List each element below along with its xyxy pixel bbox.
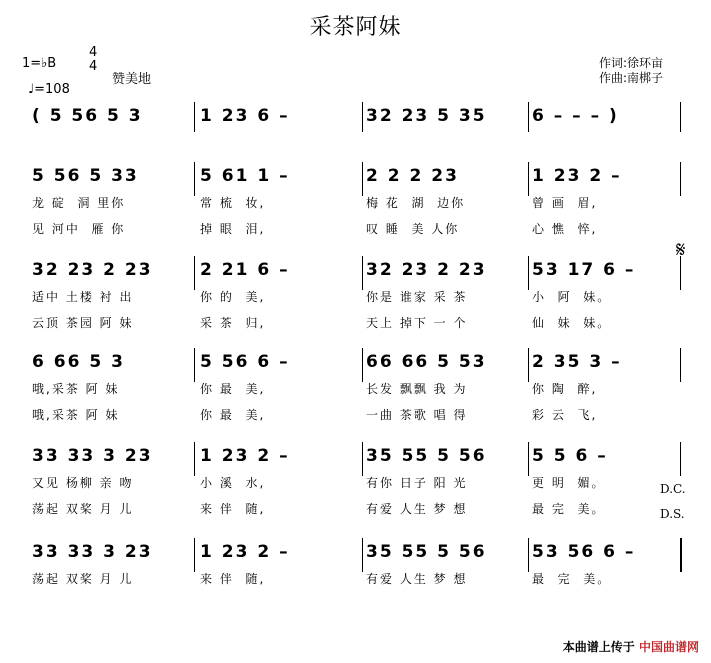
barline	[362, 102, 363, 132]
site-logo: 中国曲谱网	[638, 640, 699, 654]
lyric-line: 长发 飘飘 我 为	[366, 382, 468, 396]
lyric-line: 你 最 美,	[200, 408, 266, 422]
measure-notes: 35 55 5 56	[366, 542, 487, 562]
lyric-line: 有爱 人生 梦 想	[366, 572, 468, 586]
lyric-line: 仙 妹 妹。	[532, 316, 612, 330]
measure-notes: 1 23 2 –	[532, 166, 622, 186]
lyric-line: 最 完 美。	[532, 502, 606, 516]
measure-notes: 5 61 1 –	[200, 166, 290, 186]
lyric-line: 天上 掉下 一 个	[366, 316, 468, 330]
barline	[680, 102, 681, 132]
barline	[194, 256, 195, 290]
tempo-marking: ♩=108	[28, 82, 70, 97]
lyric-line: 采 茶 归,	[200, 316, 266, 330]
dc-mark: D.C.	[660, 482, 686, 496]
lyric-line: 一曲 茶歌 唱 得	[366, 408, 468, 422]
barline	[528, 538, 529, 572]
upload-footer	[563, 638, 699, 655]
measure-notes: 35 55 5 56	[366, 446, 487, 466]
lyric-line: 梅 花 湖 边你	[366, 196, 466, 210]
lyric-line: 龙 碇 洞 里你	[32, 196, 126, 210]
lyric-line: 曾 画 眉,	[532, 196, 598, 210]
measure-notes: 5 56 6 –	[200, 352, 290, 372]
barline	[680, 348, 681, 382]
barline	[362, 348, 363, 382]
composer: 作曲:南梆子	[598, 71, 663, 85]
lyric-line: 来 伴 随,	[200, 572, 266, 586]
barline	[362, 442, 363, 476]
lyric-line: 心 憔 悴,	[532, 222, 598, 236]
barline	[362, 538, 363, 572]
lyric-line: 你 的 美,	[200, 290, 266, 304]
barline	[194, 538, 195, 572]
lyric-line: 适中 土楼 衬 出	[32, 290, 134, 304]
measure-notes: 33 33 3 23	[32, 446, 153, 466]
lyric-line: 又见 杨柳 亲 吻	[32, 476, 134, 490]
lyric-line: 小 阿 妹。	[532, 290, 612, 304]
lyricist: 作词:徐环亩	[598, 56, 663, 70]
measure-notes: 66 66 5 53	[366, 352, 487, 372]
barline	[680, 442, 681, 476]
measure-notes: 5 5 6 –	[532, 446, 608, 466]
credits	[599, 56, 663, 86]
key-tempo-block	[22, 44, 222, 104]
barline	[528, 442, 529, 476]
time-signature	[89, 46, 97, 74]
lyric-line: 常 梳 妆,	[200, 196, 266, 210]
key-signature: 1=♭B	[22, 56, 57, 71]
lyric-line: 更 明 媚。	[532, 476, 606, 490]
measure-notes: 1 23 6 –	[200, 106, 290, 126]
barline	[528, 348, 529, 382]
measure-notes: 53 17 6 –	[532, 260, 636, 280]
style-marking: 赞美地	[112, 72, 152, 87]
barline	[362, 162, 363, 196]
barline	[528, 102, 529, 132]
lyric-line: 叹 睡 美 人你	[366, 222, 460, 236]
barline	[528, 162, 529, 196]
measure-notes: 2 2 2 23	[366, 166, 459, 186]
measure-notes: 5 56 5 33	[32, 166, 139, 186]
lyric-line: 来 伴 随,	[200, 502, 266, 516]
measure-notes: 1 23 2 –	[200, 446, 290, 466]
measure-notes: ( 5 56 5 3	[32, 106, 143, 126]
lyric-line: 荡起 双桨 月 儿	[32, 572, 134, 586]
barline	[680, 538, 682, 572]
ds-mark: D.S.	[660, 507, 685, 521]
lyric-line: 你是 谁家 采 茶	[366, 290, 468, 304]
lyric-line: 有爱 人生 梦 想	[366, 502, 468, 516]
measure-notes: 53 56 6 –	[532, 542, 636, 562]
segno-icon: 𝄋	[676, 238, 686, 263]
barline	[362, 256, 363, 290]
measure-notes: 6 – – – )	[532, 106, 619, 126]
lyric-line: 见 河中 雁 你	[32, 222, 126, 236]
lyric-line: 你 最 美,	[200, 382, 266, 396]
lyric-line: 有你 日子 阳 光	[366, 476, 468, 490]
lyric-line: 掉 眼 泪,	[200, 222, 266, 236]
lyric-line: 小 溪 水,	[200, 476, 266, 490]
measure-notes: 32 23 2 23	[32, 260, 153, 280]
page-title: 采茶阿妹	[309, 15, 402, 40]
time-top: 4	[89, 45, 98, 60]
barline	[680, 162, 681, 196]
barline	[194, 442, 195, 476]
measure-notes: 32 23 2 23	[366, 260, 487, 280]
lyric-line: 荡起 双桨 月 儿	[32, 502, 134, 516]
measure-notes: 32 23 5 35	[366, 106, 487, 126]
measure-notes: 1 23 2 –	[200, 542, 290, 562]
barline	[194, 102, 195, 132]
measure-notes: 33 33 3 23	[32, 542, 153, 562]
lyric-line: 最 完 美。	[532, 572, 612, 586]
lyric-line: 你 陶 醉,	[532, 382, 598, 396]
measure-notes: 6 66 5 3	[32, 352, 125, 372]
lyric-line: 哦,采茶 阿 妹	[32, 408, 120, 422]
barline	[528, 256, 529, 290]
lyric-line: 云顶 茶园 阿 妹	[32, 316, 134, 330]
measure-notes: 2 21 6 –	[200, 260, 290, 280]
time-bottom: 4	[89, 59, 98, 74]
measure-notes: 2 35 3 –	[532, 352, 622, 372]
upload-text: 本曲谱上传于	[562, 640, 635, 654]
barline	[194, 348, 195, 382]
barline	[194, 162, 195, 196]
lyric-line: 哦,采茶 阿 妹	[32, 382, 120, 396]
lyric-line: 彩 云 飞,	[532, 408, 598, 422]
